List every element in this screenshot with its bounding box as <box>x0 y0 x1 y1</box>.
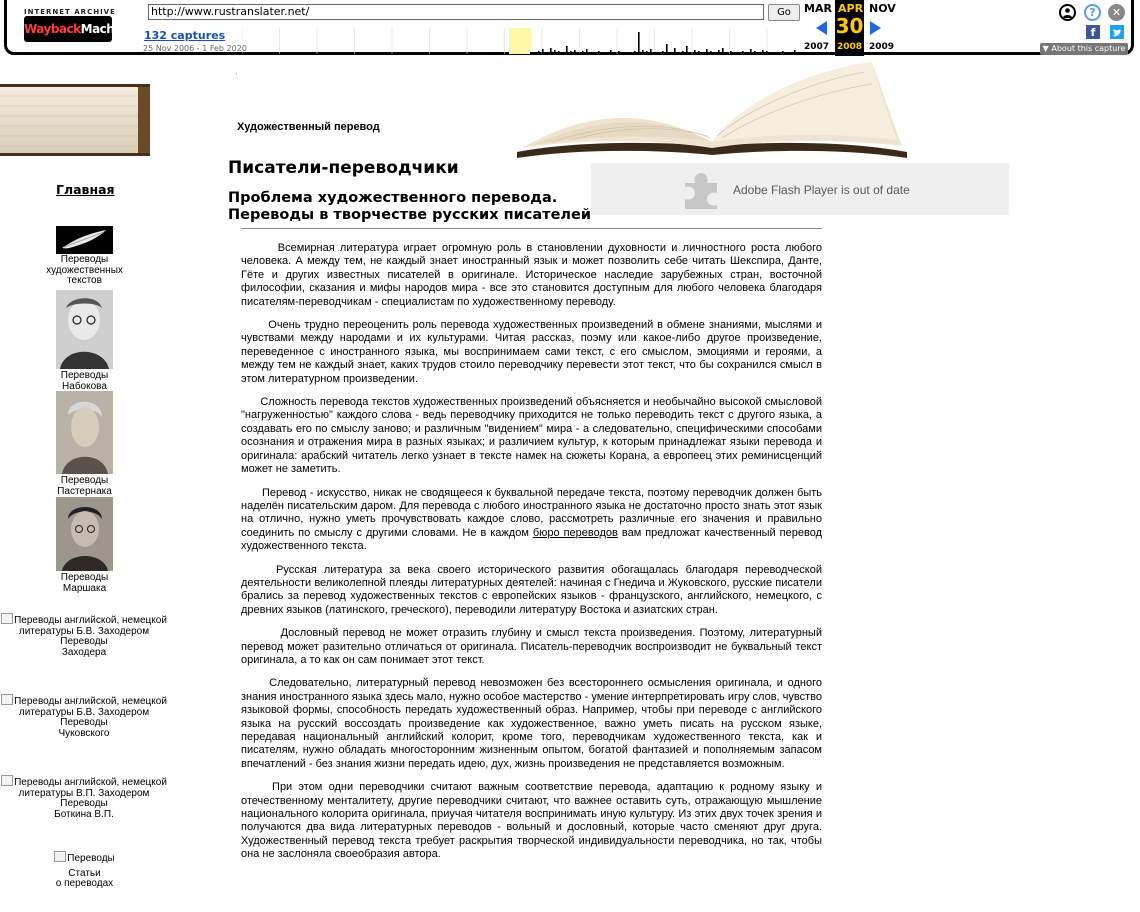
nav-line: о переводах <box>55 878 114 889</box>
capture-bar <box>566 46 568 54</box>
paragraph-text: Сложность перевода текстов художественных произведений объясняется и необычайно высокой смысловой "нагруженностью" каждого слова - ведь переводчику приходится не только переводить текст с другого языка, а создавать его по смыслу заново; и различным "видением" мира - а следовательно, специфическими способами осознания и отражения мира в разных языках; и различием культур, к которым принадлежат языки перевода и оригинала: арабский читатель легко узнает в тексте намек на сюжеты Корана, а европеец этих реминисценций может не заметить. <box>241 396 822 476</box>
capture-bar <box>734 53 736 54</box>
capture-bar <box>590 52 592 54</box>
prev-capture-arrow-icon[interactable] <box>816 21 827 35</box>
nav-item-chukovsky[interactable] <box>0 694 168 739</box>
article-paragraph <box>241 677 822 771</box>
nav-item-zakhoder[interactable] <box>0 613 168 658</box>
nav-line: Чуковского <box>58 727 110 739</box>
page-subtitle-line2: Переводы в творчестве русских писателей <box>228 207 592 223</box>
capture-bar <box>794 50 796 54</box>
capture-bar <box>570 51 572 54</box>
alt-text: литературы Б.В. Заходером <box>18 625 150 637</box>
wayback-logo-machine: Machine <box>80 22 134 36</box>
capture-bar <box>614 52 616 54</box>
alt-text: Переводы английской, немецкой <box>14 777 167 788</box>
capture-bar <box>738 52 740 54</box>
capture-bar <box>634 51 636 54</box>
quill-image <box>56 226 113 254</box>
capture-bar <box>730 51 732 54</box>
nav-label-nabokov <box>42 371 127 392</box>
article-paragraph <box>241 242 822 309</box>
broken-image-icon <box>1 775 13 786</box>
alt-text: Переводы английской, немецкой <box>14 696 167 707</box>
capture-bar <box>622 53 624 54</box>
nav-label-marshak <box>42 573 127 594</box>
nav-line: Набокова <box>62 380 107 392</box>
article-paragraph <box>241 781 822 861</box>
capture-bar <box>574 50 576 54</box>
prev-year-link[interactable]: 2007 <box>804 42 830 52</box>
nav-line: Заходера <box>61 646 107 658</box>
next-month-link[interactable]: NOV <box>869 2 896 15</box>
nav-line: Пастернака <box>57 485 112 497</box>
nabokov-portrait <box>56 290 113 369</box>
nav-line: текстов <box>67 275 102 286</box>
marshak-portrait <box>56 497 113 571</box>
dot-mark <box>236 73 237 74</box>
capture-bar <box>762 50 764 54</box>
capture-bar <box>678 52 680 54</box>
article-divider <box>241 228 822 229</box>
flash-placeholder[interactable] <box>591 163 1009 215</box>
nav-item-articles[interactable] <box>42 851 127 890</box>
capture-bar <box>718 50 720 54</box>
facebook-icon[interactable]: f <box>1086 25 1100 39</box>
capture-bar <box>610 50 612 54</box>
paragraph-text: При этом одни переводчики считают важным соответствие перевода, адаптацию к родному языку и отечественному менталитету, другие переводчики считают, что важнее оставить суть, отражающую мышление национального колорита оригинала, приучая читателя воспринимать иную культуру. Из этих двух точек зрения и получаются два вида литературных переводов - вольный и дословный, которые часто сменяют друг друга. Художественный перевод текста требует раскрытия творческой индивидуальности переводчика, но так, чтобы она не заслоняла своеобразия автора. <box>241 781 822 861</box>
current-day: 30 <box>835 14 864 38</box>
capture-bar <box>682 51 684 54</box>
capture-bar <box>702 52 704 54</box>
article-paragraph <box>241 487 822 554</box>
capture-bar <box>714 52 716 54</box>
captures-link[interactable]: 132 captures <box>144 29 226 42</box>
paragraph-text: Перевод - искусство, никак не сводящееся к буквальной передаче текста, поэтому переводчик должен быть наделён писательским даром. Для перевода с любого иностранного языка не достаточно просто знать этот язык на отлично, нужно уметь прочувствовать каждое слово, рассмотреть различные его значения и правильно соединить по смыслу с другими словами. Не в каждом <box>241 486 822 539</box>
page-title: Писатели-переводчики <box>228 158 459 178</box>
article-paragraph <box>241 564 822 618</box>
nav-line: Переводы <box>60 798 108 809</box>
capture-bar <box>666 44 668 54</box>
header-label: Художественный перевод <box>237 121 380 133</box>
nav-line: художественных <box>46 264 123 276</box>
capture-bar <box>638 32 640 54</box>
capture-sparkline[interactable] <box>242 28 802 54</box>
go-button[interactable]: Go <box>768 4 800 21</box>
nav-line: Переводы <box>60 717 108 728</box>
nav-label-art-texts <box>42 255 127 287</box>
article-body <box>241 242 822 872</box>
paragraph-text: Русская литература за века своего исторического развития обогащалась благодаря переводческой деятельности великолепной плеяды литературных деятелей: начиная с Гнедича и Жуковского, русские писатели брались за перевод художественных текстов с европейских языков - французского, английского, немецкого, с древних языков (латинского, греческого), переводили литературу Востока и азиатских стран. <box>241 563 823 616</box>
capture-bar <box>582 51 584 54</box>
plugin-puzzle-icon <box>681 169 723 211</box>
paragraph-text: Всемирная литература играет огромную роль в становлении духовности и личностного роста любого человека. А между тем, не каждый знает иностранный язык и может позволить себе читать Шекспира, Данте, Гёте и других известных писателей в оригинале. Историческое наследие зарубежных стран, восточной философии, сказания и мифы народов мира - все это становится доступным для любого человека благодаря писателям-переводчикам - специалистам по художественному переводу. <box>241 242 822 308</box>
about-capture-button[interactable]: ▼ About this capture <box>1040 43 1128 55</box>
capture-bar <box>706 49 708 54</box>
help-icon[interactable]: ? <box>1084 4 1101 21</box>
article-paragraph <box>241 396 822 476</box>
capture-bar <box>538 51 540 54</box>
capture-bar <box>690 52 692 54</box>
nav-line: Переводы <box>60 370 109 381</box>
broken-image-icon <box>54 851 66 862</box>
nav-line: Переводы <box>60 254 109 265</box>
capture-bar <box>710 51 712 54</box>
article-paragraph <box>241 627 822 667</box>
capture-bar <box>670 52 672 54</box>
close-icon[interactable]: ✕ <box>1108 4 1125 21</box>
nav-line: Переводы <box>60 572 109 583</box>
wayback-logo-way: Wayback <box>24 22 81 36</box>
nav-label-pasternak <box>42 476 127 497</box>
capture-bar <box>758 52 760 54</box>
nav-line: Статьи <box>68 867 101 879</box>
capture-bar <box>618 51 620 54</box>
alt-text: Переводы английской, немецкой <box>14 615 167 626</box>
alt-text: Переводы <box>67 853 115 864</box>
capture-bar <box>778 52 780 54</box>
capture-bar <box>698 51 700 54</box>
nav-line: Маршака <box>62 582 107 594</box>
broken-image-alt <box>0 694 168 708</box>
page-subtitle-line1: Проблема художественного перевода. <box>228 190 558 206</box>
paragraph-text: Дословный перевод не может отразить глубину и смысл текста произведения. Поэтому, литературный перевод может разительно отличаться от оригинала. Писатель-переводчик воспроизводит не буквальный текст оригинала, а то как он сам понимает этот текст. <box>241 627 822 666</box>
nav-line: Переводы <box>60 636 108 647</box>
url-input[interactable]: http://www.rustranslater.net/ <box>148 4 764 20</box>
capture-bar <box>642 50 644 54</box>
capture-bar <box>694 50 696 54</box>
capture-bar <box>790 52 792 54</box>
current-year-highlight <box>509 28 531 54</box>
capture-bar <box>646 51 648 54</box>
wayback-toolbar <box>0 0 1140 60</box>
translation-bureau-link[interactable]: бюро переводов <box>532 526 618 539</box>
capture-bar <box>530 52 532 54</box>
next-year-link[interactable]: 2009 <box>869 42 895 52</box>
capture-bar <box>558 51 560 54</box>
capture-bar <box>546 52 548 54</box>
capture-bar <box>578 52 580 54</box>
current-month: APR <box>838 2 864 15</box>
alt-text: литературы В.П. Заходером <box>18 787 150 799</box>
capture-bar <box>722 48 724 54</box>
nav-line: Боткина В.П. <box>54 808 114 820</box>
capture-bar <box>770 52 772 54</box>
capture-date-range: 25 Nov 2006 - 1 Feb 2020 <box>143 44 247 53</box>
internet-archive-label: INTERNET ARCHIVE <box>24 8 116 16</box>
nav-line: Переводы <box>60 475 109 486</box>
capture-bar <box>686 46 688 54</box>
broken-image-alt <box>0 775 168 789</box>
capture-bar <box>626 52 628 54</box>
capture-bar <box>594 53 596 54</box>
capture-bar <box>550 48 552 54</box>
prev-month-link[interactable]: MAR <box>804 2 832 15</box>
article-paragraph <box>241 319 822 386</box>
broken-image-icon <box>1 613 13 624</box>
capture-bar <box>754 51 756 54</box>
paragraph-text: Следовательно, литературный перевод невозможен без всестороннего осмысления оригинала, и одного знания иностранного языка здесь мало, нужно особое мастерство - умение интерпретировать игру слов, чувство языковой формы, способность передать художественный образ. Например, чтобы при переводе с английского языка на русский воссоздать произведение как художественное, важно уметь писать на русском языке, передавая национальный английский колорит, кроме того, переводчикам художественного текста, как и писателям, нужно обладать многосторонним жизненным опытом, богатой фантазией и пополняемым запасом впечатлений - без знания жизни передать идею, дух, жизнь произведения не представляется возможным. <box>241 677 822 770</box>
capture-bar <box>602 52 604 54</box>
nav-home-link[interactable]: Главная <box>56 182 115 197</box>
book-edge-image <box>0 84 150 156</box>
capture-bar <box>782 51 784 54</box>
capture-bar <box>674 48 676 54</box>
capture-bar <box>798 52 800 54</box>
capture-bar <box>586 49 588 54</box>
capture-bar <box>742 51 744 54</box>
alt-text: литературы Б.В. Заходером <box>18 706 150 718</box>
broken-image-alt <box>0 613 168 627</box>
capture-bar <box>766 51 768 54</box>
pasternak-portrait <box>56 391 113 474</box>
user-icon[interactable] <box>1059 4 1076 21</box>
capture-bar <box>746 52 748 54</box>
flash-message: Adobe Flash Player is out of date <box>733 183 910 197</box>
capture-bar <box>598 51 600 54</box>
paragraph-text: Очень трудно переоценить роль перевода художественных произведений в обмене знаниями, мыслями и чувствами между народами и их культурами. Читая рассказ, поэму или какое-либо другое произведение, переведенное с иностранного языка, мы воспринимаем сами текст, с его смыслом, эмоциями и героями, а между тем не каждый знает, каких трудов стоило переводчику перевести этот текст, что бы сохранился смысл в этом литературном произведении. <box>241 319 822 385</box>
wayback-logo[interactable] <box>24 16 134 42</box>
broken-image-alt <box>42 851 127 865</box>
capture-bar <box>750 49 752 54</box>
capture-bar <box>650 49 652 54</box>
twitter-icon[interactable] <box>1110 25 1124 39</box>
open-book-image <box>512 60 912 160</box>
current-year: 2008 <box>837 42 863 52</box>
capture-bar <box>662 51 664 54</box>
capture-bar <box>726 52 728 54</box>
page-subtitle <box>228 190 591 224</box>
capture-bar <box>654 52 656 54</box>
capture-bar <box>554 50 556 54</box>
broken-image-icon <box>1 694 13 705</box>
nav-item-botkin[interactable] <box>0 775 168 820</box>
capture-bar <box>562 52 564 54</box>
capture-bar <box>542 49 544 54</box>
paragraph-text: вам предложат качественный перевод художественного текста. <box>241 526 822 553</box>
next-capture-arrow-icon[interactable] <box>870 21 881 35</box>
